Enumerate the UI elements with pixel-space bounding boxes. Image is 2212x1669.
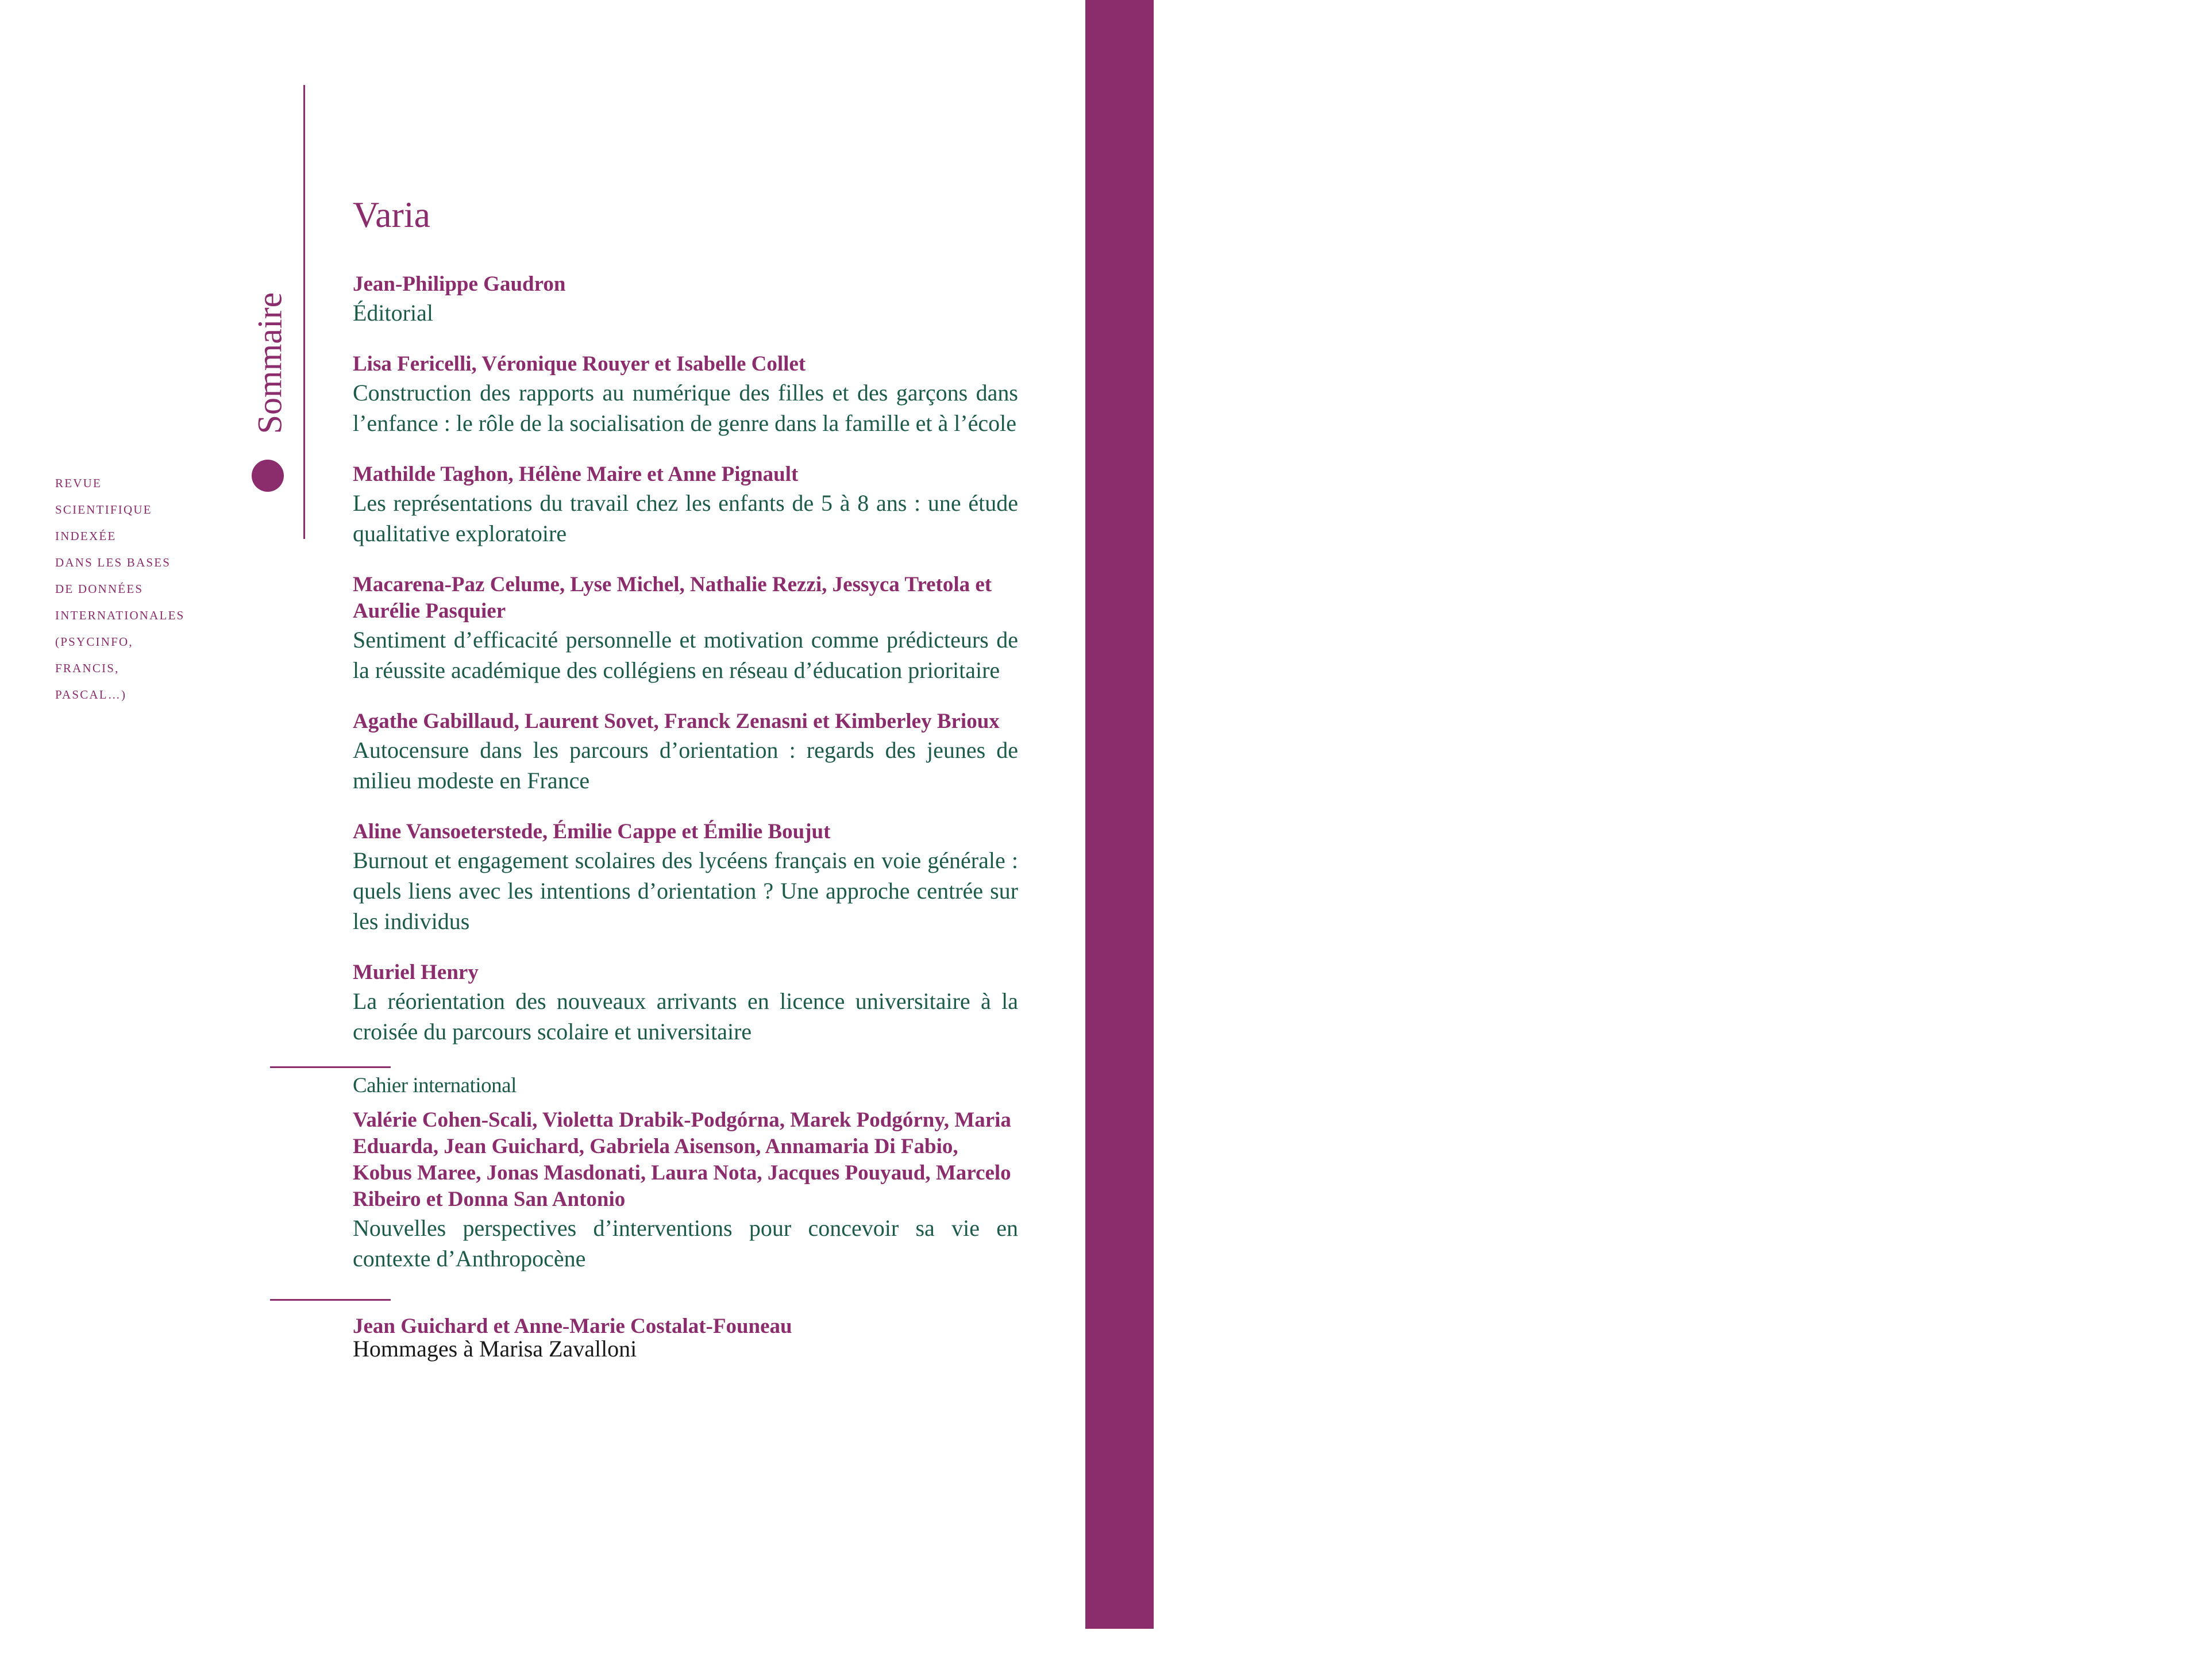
bullet-dot-icon bbox=[252, 460, 284, 492]
design-credit: conception graphique / patricia chapuis 2008 bbox=[2197, 1439, 2211, 1669]
vertical-rule bbox=[303, 85, 305, 539]
section-title: Varia bbox=[353, 194, 431, 235]
revue-line: DE DONNÉES bbox=[55, 582, 144, 596]
entry-title: Sentiment d’efficacité personnelle et motivation comme prédicteurs de la réussite académique des collégiens en réseau d’éducation prioritaire bbox=[353, 627, 1018, 683]
entry-authors: Muriel Henry bbox=[353, 961, 479, 984]
entry-title: Nouvelles perspectives d’interventions pour concevoir sa vie en contexte d’Anthropocène bbox=[353, 1215, 1018, 1271]
entry-title: La réorientation des nouveaux arrivants en licence universitaire à la croisée du parcours scolaire et universitaire bbox=[353, 988, 1018, 1044]
entry-title: Construction des rapports au numérique des filles et des garçons dans l’enfance : le rôle de la socialisation de genre dans la famille et à l’école bbox=[353, 380, 1018, 436]
toc-entry[interactable] bbox=[353, 271, 1018, 328]
revue-notice bbox=[55, 470, 216, 708]
entry-authors: Mathilde Taghon, Hélène Maire et Anne Pignault bbox=[353, 462, 799, 486]
revue-line: PASCAL…) bbox=[55, 688, 127, 701]
entry-authors: Valérie Cohen-Scali, Violetta Drabik-Podgórna, Marek Podgórny, Maria Eduarda, Jean Guichard, Gabriela Aisenson, Annamaria Di Fabio, Kobus Maree, Jonas Masdonati, Laura Nota, Jacques Pouyaud, Marcelo Ribeiro et Donna San Antonio bbox=[353, 1108, 1011, 1211]
entry-authors: Jean Guichard et Anne-Marie Costalat-Founeau bbox=[353, 1315, 792, 1338]
revue-line: INTERNATIONALES bbox=[55, 608, 185, 622]
toc-entry[interactable] bbox=[353, 351, 1018, 438]
revue-line: INDEXÉE bbox=[55, 529, 117, 543]
revue-line: SCIENTIFIQUE bbox=[55, 503, 152, 516]
revue-line: REVUE bbox=[55, 476, 102, 490]
entry-title: Éditorial bbox=[353, 300, 433, 326]
entry-title: Les représentations du travail chez les enfants de 5 à 8 ans : une étude qualitative exploratoire bbox=[353, 490, 1018, 546]
toc-entry[interactable] bbox=[353, 959, 1018, 1047]
entry-authors: Aline Vansoeterstede, Émilie Cappe et Émilie Boujut bbox=[353, 820, 831, 843]
toc-entry[interactable] bbox=[353, 819, 1018, 936]
toc-entry[interactable] bbox=[353, 708, 1018, 796]
revue-line: (PSYCINFO, bbox=[55, 635, 133, 649]
right-color-band bbox=[1085, 0, 2211, 1669]
entry-title: Autocensure dans les parcours d’orientation : regards des jeunes de milieu modeste en France bbox=[353, 737, 1018, 793]
toc-entry[interactable] bbox=[353, 461, 1018, 549]
toc-entry[interactable] bbox=[353, 1316, 1018, 1360]
sommaire-heading: Sommaire bbox=[251, 292, 289, 434]
table-of-contents bbox=[353, 187, 1018, 1383]
revue-line: DANS LES BASES bbox=[55, 556, 171, 569]
toc-entry[interactable] bbox=[353, 1107, 1018, 1274]
entry-authors: Lisa Fericelli, Véronique Rouyer et Isabelle Collet bbox=[353, 352, 806, 376]
entry-title: Hommages à Marisa Zavalloni bbox=[353, 1336, 637, 1362]
revue-line: FRANCIS, bbox=[55, 661, 120, 675]
section-divider bbox=[270, 1299, 391, 1301]
section-divider bbox=[270, 1066, 391, 1068]
entry-title: Burnout et engagement scolaires des lycéens français en voie générale : quels liens avec les intentions d’orientation ? Une approche centrée sur les individus bbox=[353, 847, 1018, 934]
entry-authors: Agathe Gabillaud, Laurent Sovet, Franck Zenasni et Kimberley Brioux bbox=[353, 710, 1000, 733]
cahier-international-label: Cahier international bbox=[353, 1074, 517, 1097]
entry-authors: Macarena-Paz Celume, Lyse Michel, Nathalie Rezzi, Jessyca Tretola et Aurélie Pasquier bbox=[353, 573, 992, 623]
entry-authors: Jean-Philippe Gaudron bbox=[353, 272, 566, 296]
toc-entry[interactable] bbox=[353, 572, 1018, 685]
